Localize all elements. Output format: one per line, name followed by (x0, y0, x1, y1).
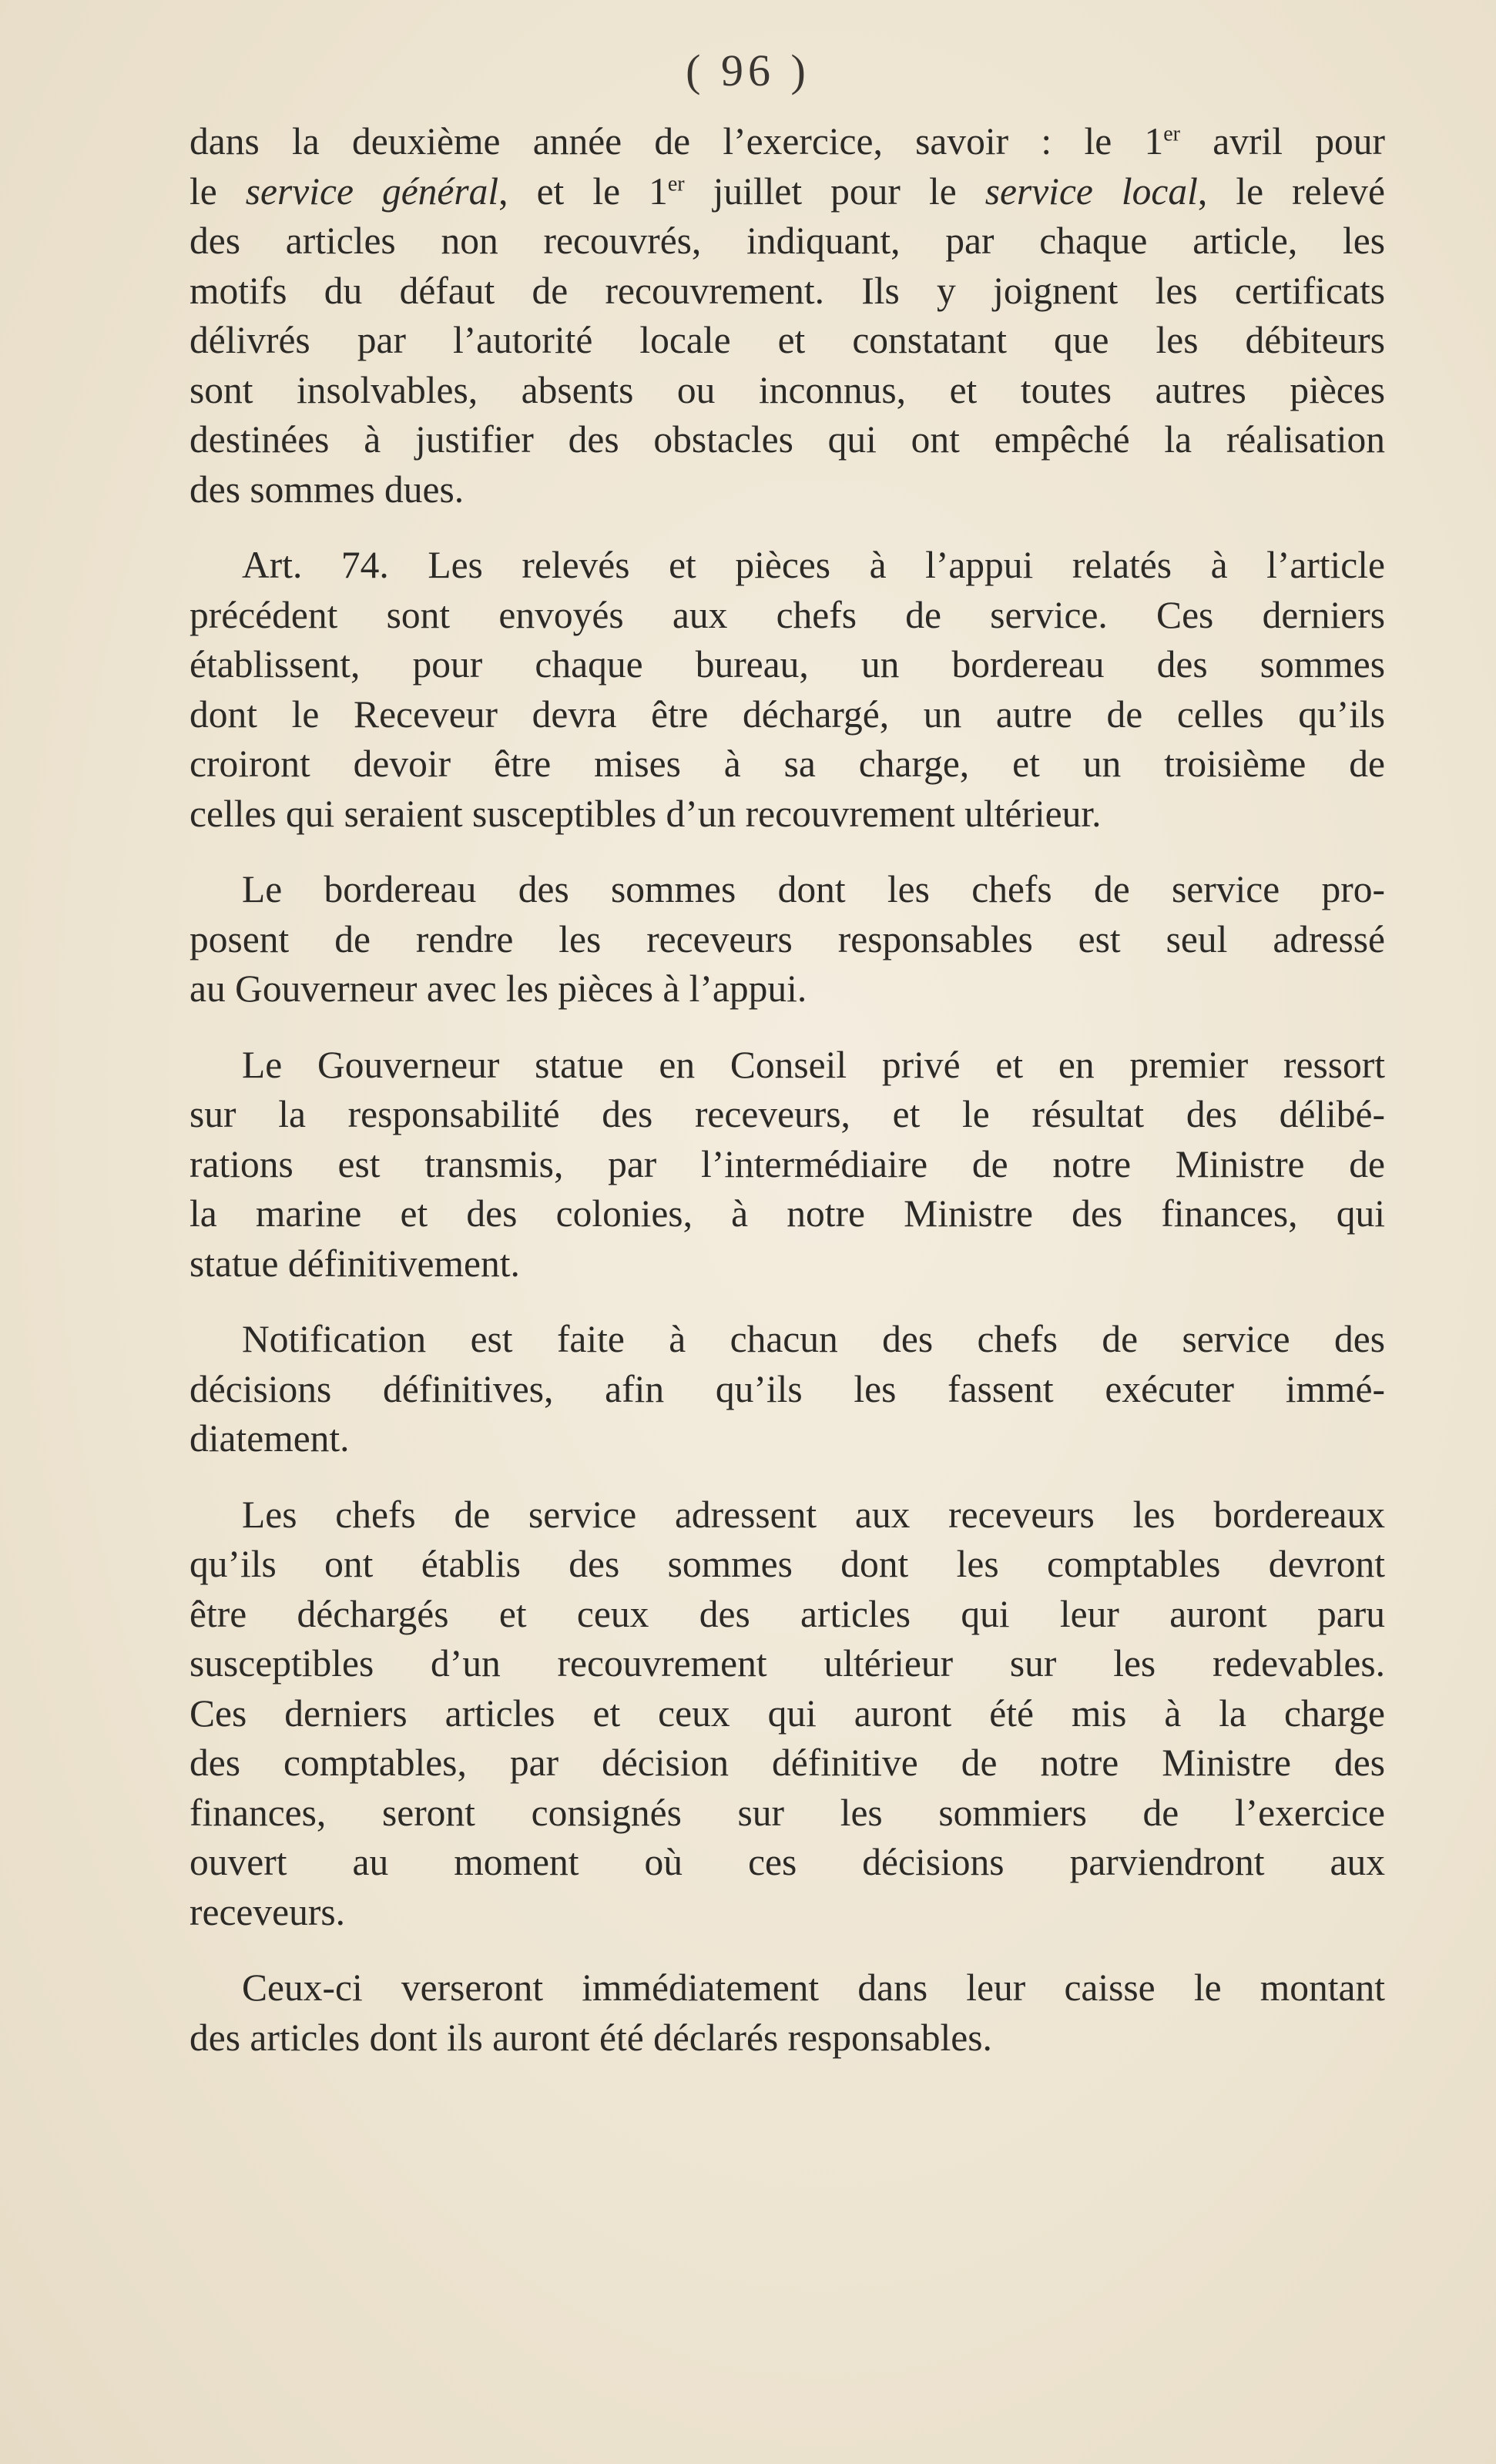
paragraph-6 (190, 1490, 1385, 1938)
text-line: posent de rendre les receveurs responsables est seul adressé (190, 917, 1385, 960)
paragraph-5 (190, 1315, 1385, 1464)
text-line: susceptibles d’un recouvrement ultérieur sur les redevables. (190, 1642, 1385, 1685)
text-line: Ces derniers articles et ceux qui auront été mis à la charge (190, 1691, 1385, 1735)
text-line: précédent sont envoyés aux chefs de service. Ces derniers (190, 593, 1385, 636)
text-line: dont le Receveur devra être déchargé, un autre de celles qu’ils (190, 692, 1385, 736)
text-line: motifs du défaut de recouvrement. Ils y joignent les certificats (190, 269, 1385, 312)
text-line: Ceux-ci verseront immédiatement dans leur caisse le montant (242, 1966, 1385, 2009)
text-line: statue définitivement. (190, 1242, 520, 1285)
text-line: Les chefs de service adressent aux receveurs les bordereaux (242, 1493, 1385, 1536)
text-line: Le Gouverneur statue en Conseil privé et en premier ressort (242, 1043, 1385, 1086)
text-line: Notification est faite à chacun des chefs de service des (242, 1318, 1385, 1360)
page-number: ( 96 ) (686, 45, 810, 96)
article-74-paragraph (190, 541, 1385, 839)
text-line: croiront devoir être mises à sa charge, et un troisième de (190, 743, 1385, 785)
text-line: dans la deuxième année de l’exercice, savoir : le 1er avril pour (190, 120, 1386, 163)
text-line: destinées à justifier des obstacles qui ont empêché la réalisation (190, 418, 1385, 461)
text-line: des articles dont ils auront été déclarés responsables. (190, 2016, 992, 2059)
text-line: diatement. (190, 1417, 350, 1460)
paragraph-3 (190, 865, 1385, 1014)
body-text (190, 117, 1385, 2089)
text-line: au Gouverneur avec les pièces à l’appui. (190, 967, 807, 1010)
text-line: sont insolvables, absents ou inconnus, et toutes autres pièces (190, 368, 1385, 411)
paragraph-1 (190, 117, 1385, 515)
paragraph-4 (190, 1041, 1385, 1289)
text-line: des sommes dues. (190, 468, 465, 511)
text-line: qu’ils ont établis des sommes dont les comptables devront (190, 1543, 1385, 1585)
text-line: des articles non recouvrés, indiquant, par chaque article, les (190, 220, 1385, 262)
text-line: des comptables, par décision définitive de notre Ministre des (190, 1742, 1385, 1784)
text-line: établissent, pour chaque bureau, un bordereau des sommes (190, 643, 1385, 686)
paragraph-7 (190, 1963, 1385, 2063)
text-line: sur la responsabilité des receveurs, et le résultat des délibé- (190, 1093, 1385, 1135)
text-line: ouvert au moment où ces décisions parviendront aux (190, 1841, 1385, 1883)
text-line: être déchargés et ceux des articles qui leur auront paru (190, 1592, 1385, 1635)
text-line: la marine et des colonies, à notre Ministre des finances, qui (190, 1192, 1385, 1235)
text-line: Le bordereau des sommes dont les chefs de service pro- (242, 868, 1385, 910)
text-line: le service général, et le 1er juillet pour le service local, le relevé (190, 169, 1385, 213)
text-line: finances, seront consignés sur les sommiers de l’exercice (190, 1791, 1385, 1834)
text-line: délivrés par l’autorité locale et constatant que les débiteurs (190, 319, 1385, 361)
text-line: décisions définitives, afin qu’ils les fassent exécuter immé- (190, 1367, 1385, 1410)
text-line: celles qui seraient susceptibles d’un recouvrement ultérieur. (190, 792, 1102, 835)
text-line: rations est transmis, par l’intermédiaire de notre Ministre de (190, 1142, 1385, 1185)
text-line: Art. 74. Les relevés et pièces à l’appui relatés à l’article (242, 544, 1385, 586)
text-line: receveurs. (190, 1890, 345, 1933)
